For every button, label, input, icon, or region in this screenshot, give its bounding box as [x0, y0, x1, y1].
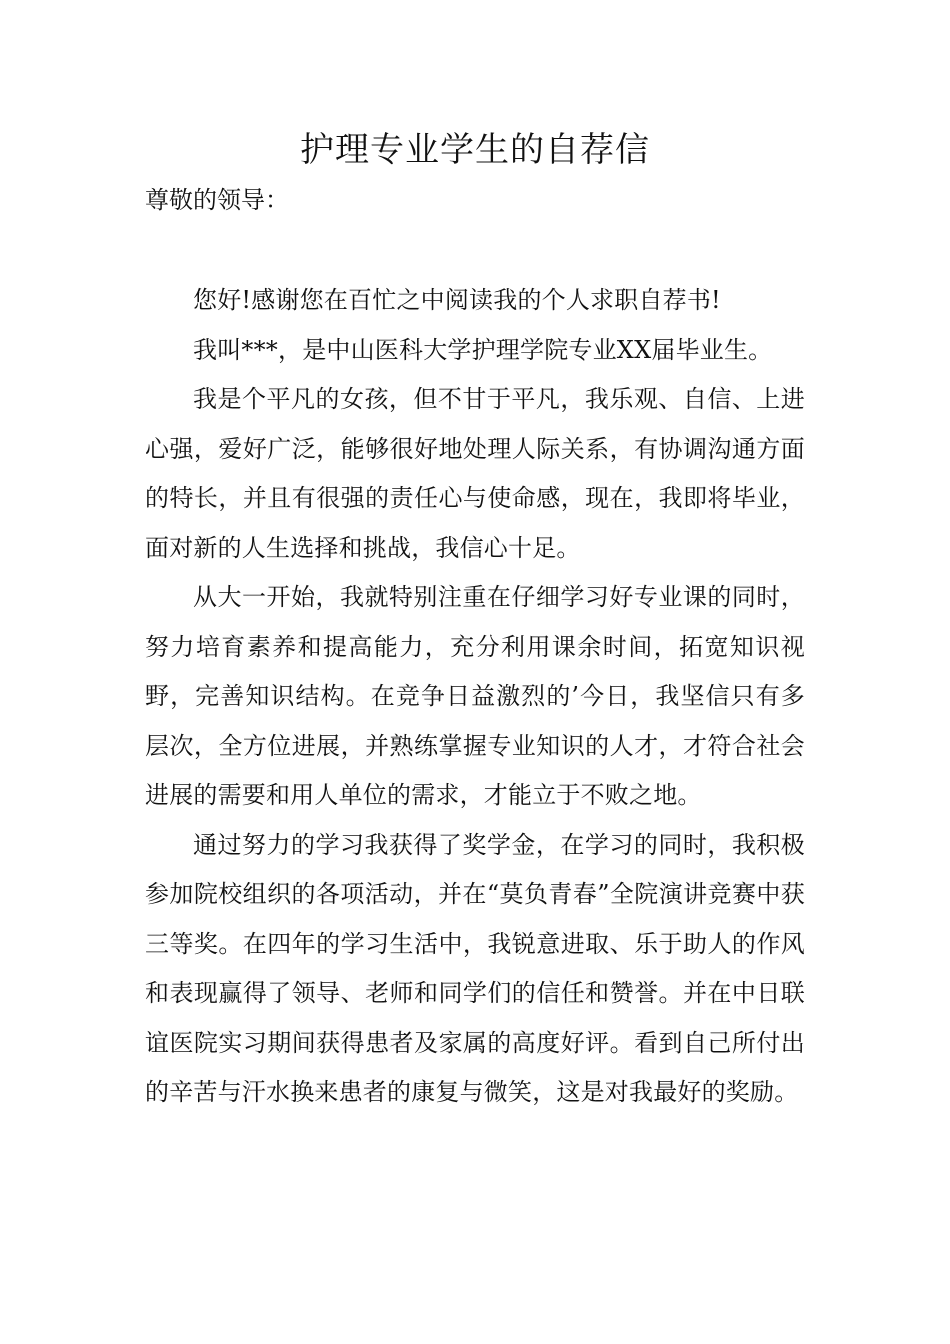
- document-title: 护理专业学生的自荐信: [300, 130, 650, 170]
- letter-body: [145, 276, 805, 1118]
- salutation: 尊敬的领导：: [145, 186, 289, 214]
- paragraph: 我是个平凡的女孩，但不甘于平凡，我乐观、自信、上进心强，爱好广泛，能够很好地处理人际关系，有协调沟通方面的特长，并且有很强的责任心与使命感，现在，我即将毕业，面对新的人生选择和挑战，我信心十足。: [145, 385, 805, 562]
- paragraph: 您好!感谢您在百忙之中阅读我的个人求职自荐书!: [193, 286, 721, 314]
- paragraph: 我叫***，是中山医科大学护理学院专业XX届毕业生。: [193, 335, 773, 364]
- paragraph: 从大一开始，我就特别注重在仔细学习好专业课的同时，努力培育素养和提高能力，充分利用课余时间，拓宽知识视野，完善知识结构。在竞争日益激烈的’今日，我坚信只有多层次，全方位进展，并熟练掌握专业知识的人才，才符合社会进展的需要和用人单位的需求，才能立于不败之地。: [145, 583, 805, 809]
- paragraph: 通过努力的学习我获得了奖学金，在学习的同时，我积极参加院校组织的各项活动，并在“莫负青春”全院演讲竞赛中获三等奖。在四年的学习生活中，我锐意进取、乐于助人的作风和表现赢得了领导、老师和同学们的信任和赞誉。并在中日联谊医院实习期间获得患者及家属的高度好评。看到自己所付出的辛苦与汗水换来患者的康复与微笑，这是对我最好的奖励。: [145, 830, 805, 1106]
